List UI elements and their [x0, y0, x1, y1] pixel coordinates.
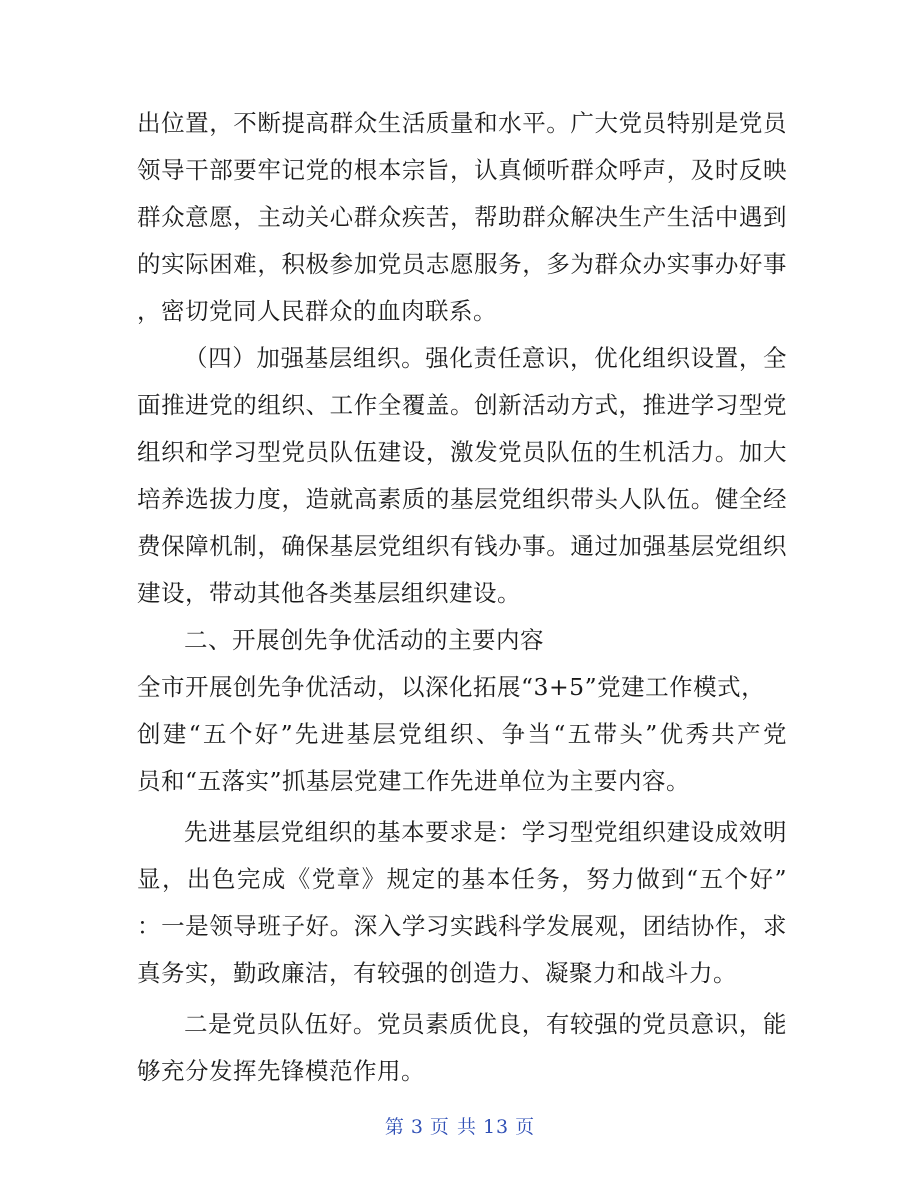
text-line: 组织和学习型党员队伍建设，激发党员队伍的生机活力。加大 — [137, 438, 787, 466]
text-line: 创建“五个好”先进基层党组织、争当“五带头”优秀共产党 — [137, 720, 787, 748]
text-line: 先进基层党组织的基本要求是：学习型党组织建设成效明 — [184, 818, 787, 846]
text-line: 领导干部要牢记党的根本宗旨，认真倾听群众呼声，及时反映 — [137, 156, 787, 184]
section-heading: 二、开展创先争优活动的主要内容 — [184, 626, 544, 654]
current-page-number: 3 — [410, 1116, 424, 1138]
footer-suffix: 页 — [515, 1116, 536, 1138]
total-page-count: 13 — [482, 1116, 510, 1138]
footer-prefix: 第 — [384, 1116, 405, 1138]
text-line: 的实际困难，积极参加党员志愿服务，多为群众办实事办好事 — [137, 250, 787, 278]
text-line: 出位置，不断提高群众生活质量和水平。广大党员特别是党员 — [137, 109, 787, 137]
text-line: 全市开展创先争优活动，以深化拓展“3+5”党建工作模式， — [137, 673, 766, 701]
text-line: 群众意愿，主动关心群众疾苦，帮助群众解决生产生活中遇到 — [137, 203, 787, 231]
text-line: ，密切党同人民群众的血肉联系。 — [137, 297, 497, 325]
text-line: （四）加强基层组织。强化责任意识，优化组织设置，全 — [184, 344, 787, 372]
text-line: 够充分发挥先锋模范作用。 — [137, 1057, 425, 1085]
text-line: 员和“五落实”抓基层党建工作先进单位为主要内容。 — [137, 767, 691, 795]
text-line: 建设，带动其他各类基层组织建设。 — [137, 579, 521, 607]
text-line: 二是党员队伍好。党员素质优良，有较强的党员意识，能 — [184, 1010, 787, 1038]
page-footer — [0, 1112, 920, 1139]
footer-middle: 页 共 — [429, 1116, 477, 1138]
text-line: 显，出色完成《党章》规定的基本任务，努力做到“五个好” — [137, 865, 787, 893]
text-line: 面推进党的组织、工作全覆盖。创新活动方式，推进学习型党 — [137, 391, 787, 419]
document-body — [137, 100, 787, 1095]
text-line: 真务实，勤政廉洁，有较强的创造力、凝聚力和战斗力。 — [137, 959, 737, 987]
text-line: 费保障机制，确保基层党组织有钱办事。通过加强基层党组织 — [137, 532, 787, 560]
text-line: 培养选拔力度，造就高素质的基层党组织带头人队伍。健全经 — [137, 485, 787, 513]
text-line: ：一是领导班子好。深入学习实践科学发展观，团结协作，求 — [137, 912, 787, 940]
